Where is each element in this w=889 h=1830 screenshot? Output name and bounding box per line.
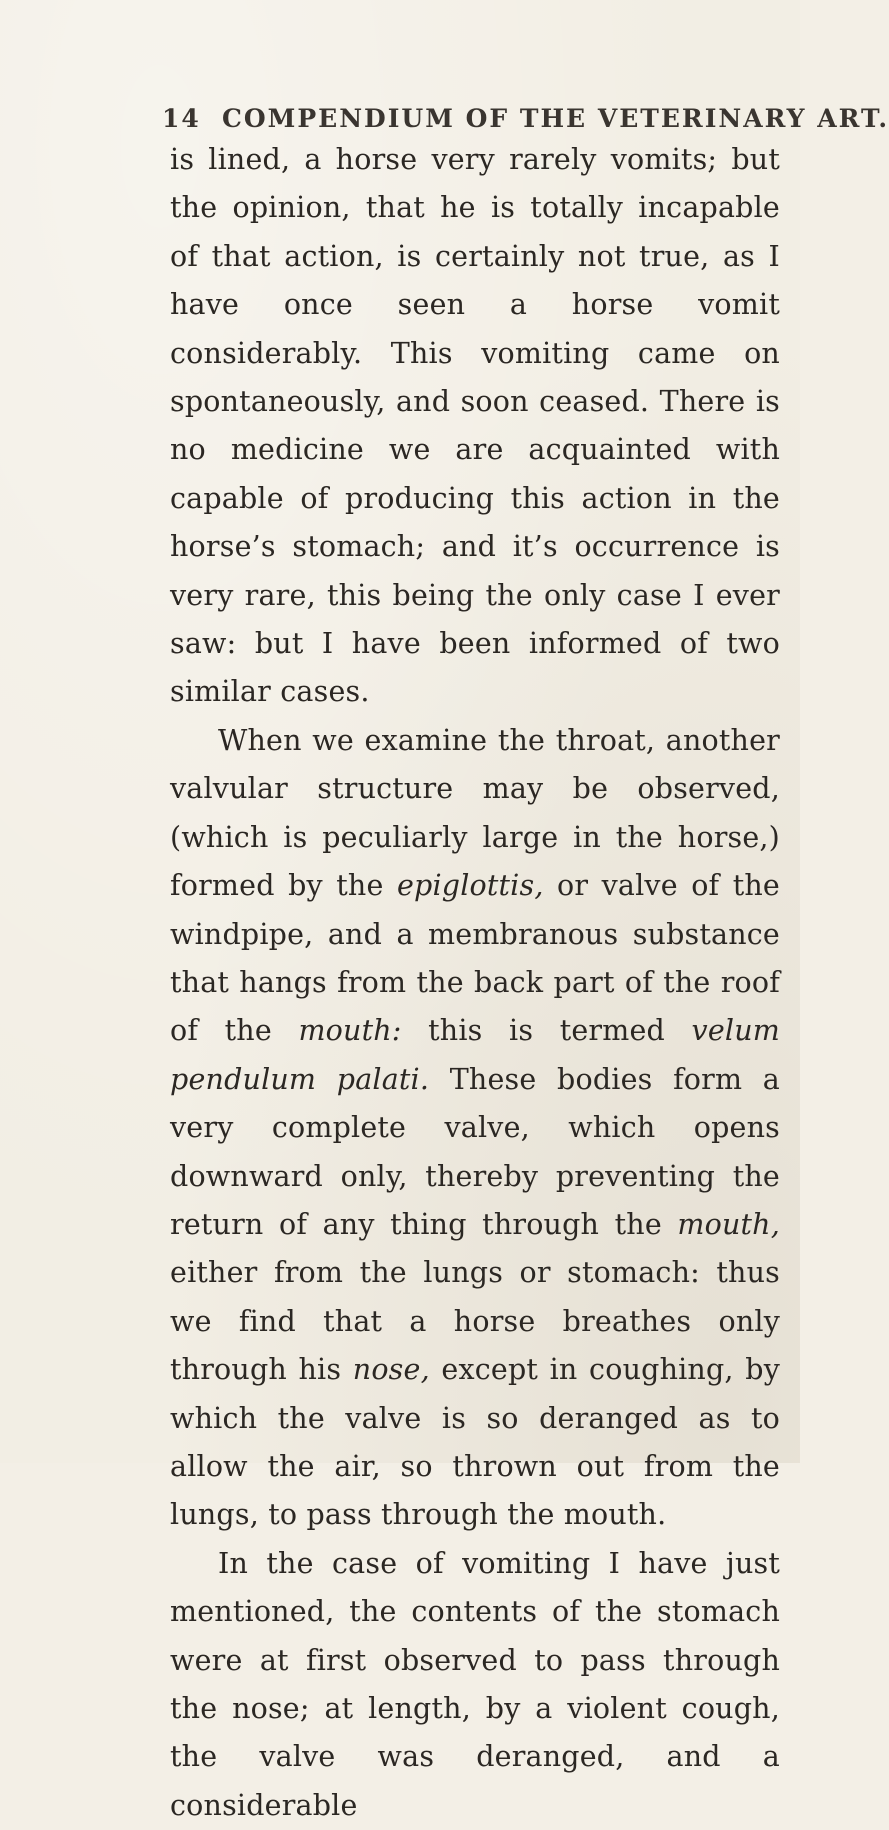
paragraph-2-text-1: When we examine the throat, another valvular structure may be observed, (which is peculiarly large in the horse,) formed by the [170, 723, 780, 903]
italic-term-nose: nose, [352, 1353, 430, 1387]
italic-term-mouth: mouth: [298, 1014, 402, 1048]
page-number: 14 [162, 104, 201, 133]
paragraph-2-text-6: except in coughing, by which the valve is so deranged as to allow the air, so thrown out from the lungs, to pass through the mouth. [170, 1353, 780, 1532]
running-header [162, 104, 889, 133]
paragraph-2-text-2: or valve of the windpipe, and a membranous substance that hangs from the back part of the roof of the [170, 869, 780, 1048]
paragraph-3: In the case of vomiting I have just mentioned, the contents of the stomach were at first observed to pass through the nose; at length, by a violent cough, the valve was deranged, and a considerable [170, 1546, 780, 1822]
italic-term-velum-pendulum-palati: velum pendulum palati. [170, 1014, 780, 1096]
paragraph-2-text-5: either from the lungs or stomach: thus we find that a horse breathes only through his [170, 1256, 780, 1387]
italic-term-mouth-2: mouth, [677, 1207, 780, 1241]
paragraph-1: is lined, a horse very rarely vomits; but the opinion, that he is totally incapable of that action, is certainly not true, as I have once seen a horse vomit considerably. This vomiting came on spontaneously, and soon ceased. There is no medicine we are acquainted with capable of producing this action in the horse’s stomach; and it’s occurrence is very rare, this being the only case I ever saw: but I have been informed of two similar cases. [170, 143, 780, 709]
running-title: COMPENDIUM OF THE VETERINARY ART. [222, 104, 889, 133]
italic-term-epiglottis: epiglottis, [396, 869, 544, 903]
paragraph-2-text-4: These bodies form a very complete valve, which opens downward only, thereby preventing the return of any thing through the [170, 1062, 780, 1241]
body-text [170, 136, 780, 1830]
paragraph-2 [170, 717, 780, 1540]
paragraph-2-text-3: this is termed [401, 1014, 692, 1048]
